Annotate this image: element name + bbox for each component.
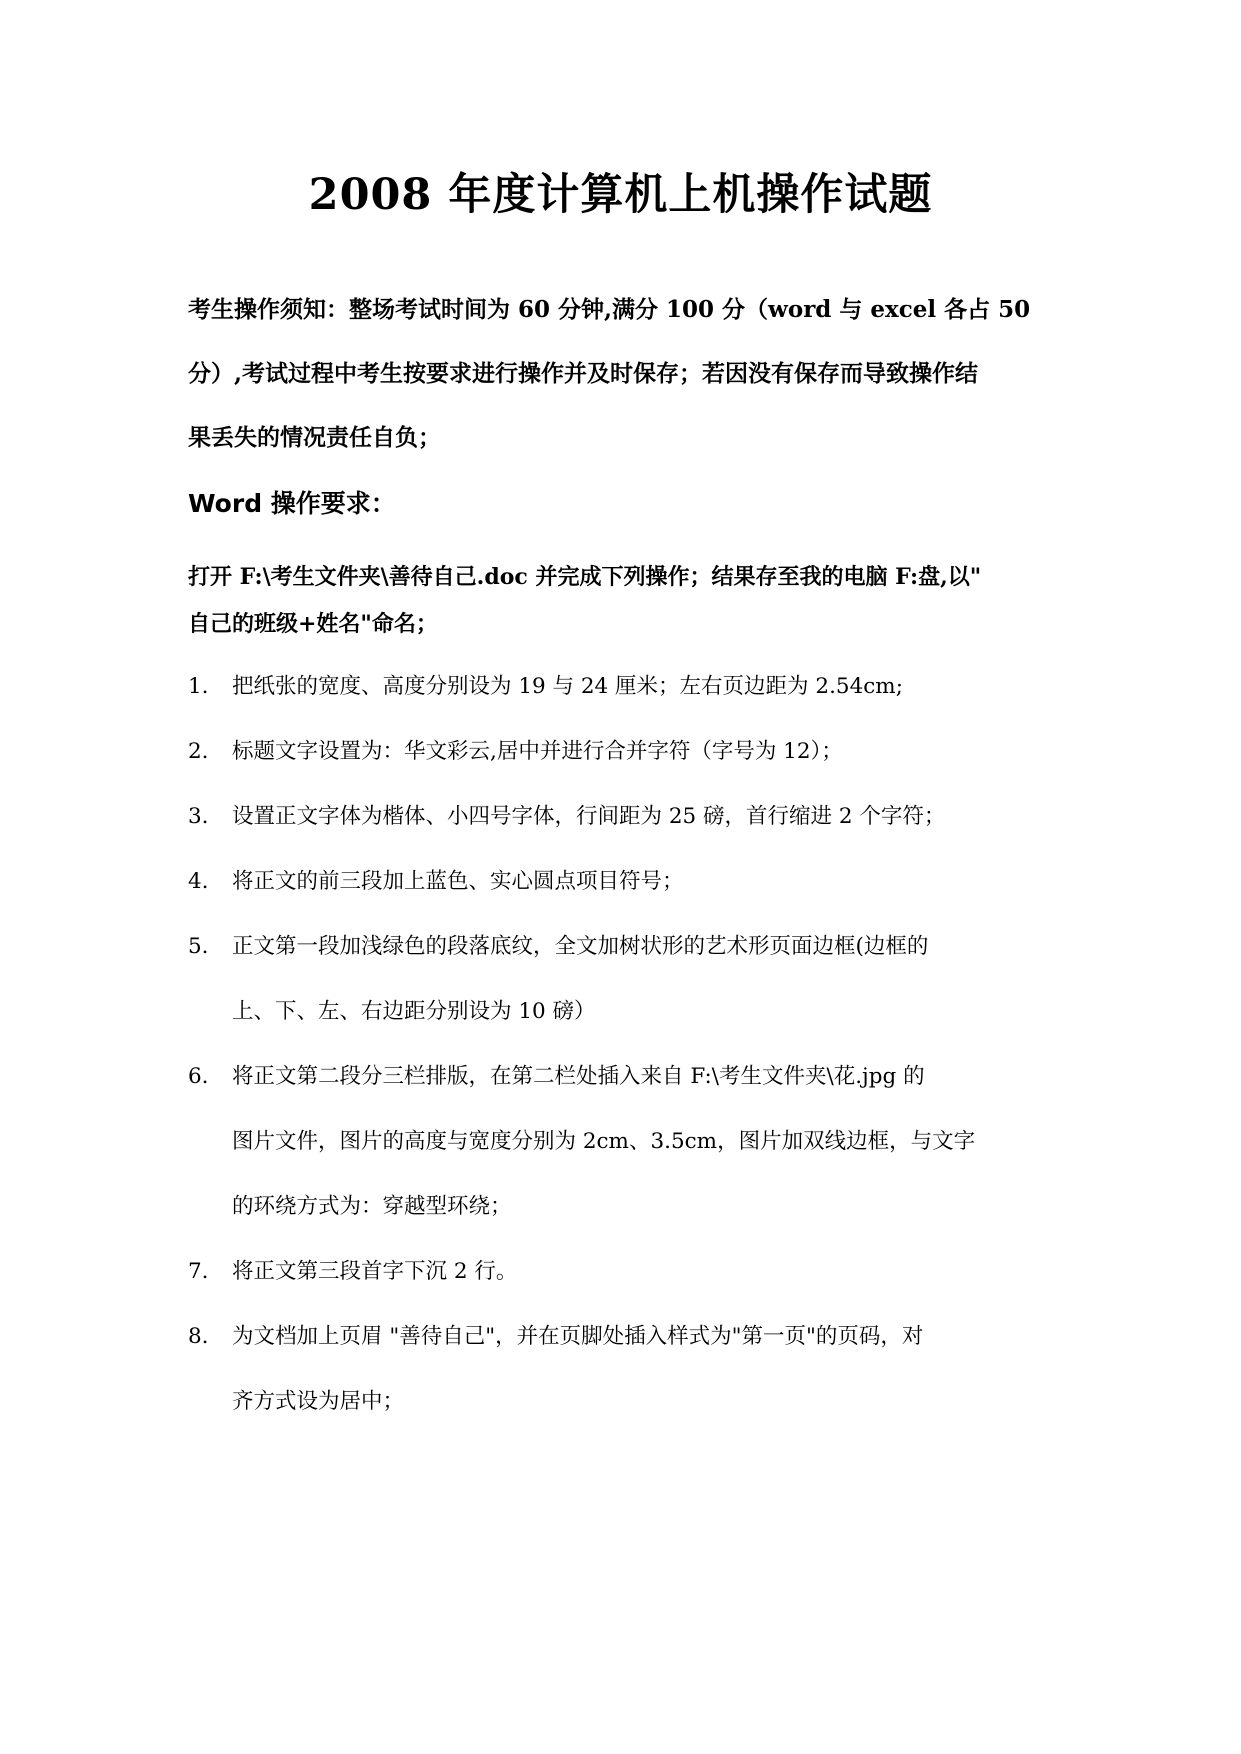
step-number: 3. bbox=[188, 804, 209, 829]
step-item bbox=[188, 1239, 1068, 1304]
open-file-instruction bbox=[188, 554, 1068, 648]
notice-line: 分）,考试过程中考生按要求进行操作并及时保存；若因没有保存而导致操作结 bbox=[188, 360, 979, 387]
step-number: 7. bbox=[188, 1259, 209, 1284]
step-text: 为文档加上页眉 "善待自己"，并在页脚处插入样式为"第一页"的页码，对 bbox=[232, 1324, 924, 1349]
step-number: 4. bbox=[188, 869, 209, 894]
step-number: 8. bbox=[188, 1324, 209, 1349]
notice-line: 果丢失的情况责任自负； bbox=[188, 424, 441, 451]
step-text: 齐方式设为居中； bbox=[232, 1389, 405, 1414]
instruction-line: 自己的班级+姓名"命名； bbox=[188, 611, 438, 637]
step-text: 正文第一段加浅绿色的段落底纹，全文加树状形的艺术形页面边框(边框的 bbox=[232, 934, 929, 959]
step-number: 1. bbox=[188, 674, 209, 699]
step-item bbox=[188, 914, 1068, 1044]
step-number: 5. bbox=[188, 934, 209, 959]
exam-notice bbox=[188, 278, 1058, 470]
step-text: 将正文第二段分三栏排版，在第二栏处插入来自 F:\考生文件夹\花.jpg 的 bbox=[232, 1064, 925, 1089]
step-item bbox=[188, 719, 1068, 784]
operation-steps-list bbox=[188, 654, 1068, 1434]
document-title: 2008 年度计算机上机操作试题 bbox=[308, 170, 933, 220]
step-item bbox=[188, 1304, 1068, 1434]
step-item bbox=[188, 849, 1068, 914]
step-number: 2. bbox=[188, 739, 209, 764]
step-text: 的环绕方式为：穿越型环绕； bbox=[232, 1194, 512, 1219]
step-item bbox=[188, 784, 1068, 849]
step-text: 设置正文字体为楷体、小四号字体，行间距为 25 磅，首行缩进 2 个字符； bbox=[232, 804, 946, 829]
instruction-line: 打开 F:\考生文件夹\善待自己.doc 并完成下列操作；结果存至我的电脑 F:盘,以" bbox=[188, 564, 982, 590]
notice-line: 考生操作须知：整场考试时间为 60 分钟,满分 100 分（word 与 excel 各占 50 bbox=[188, 296, 1031, 323]
step-number: 6. bbox=[188, 1064, 209, 1089]
step-text: 图片文件，图片的高度与宽度分别为 2cm、3.5cm，图片加双线边框，与文字 bbox=[232, 1129, 976, 1154]
step-text: 上、下、左、右边距分别设为 10 磅） bbox=[232, 999, 596, 1024]
step-text: 将正文第三段首字下沉 2 行。 bbox=[232, 1259, 518, 1284]
step-item bbox=[188, 1044, 1068, 1239]
step-text: 把纸张的宽度、高度分别设为 19 与 24 厘米；左右页边距为 2.54cm; bbox=[232, 674, 903, 699]
step-text: 标题文字设置为：华文彩云,居中并进行合并字符（字号为 12）； bbox=[232, 739, 843, 764]
word-requirements-heading: Word 操作要求： bbox=[188, 489, 396, 518]
step-text: 将正文的前三段加上蓝色、实心圆点项目符号； bbox=[232, 869, 684, 894]
step-item bbox=[188, 654, 1068, 719]
